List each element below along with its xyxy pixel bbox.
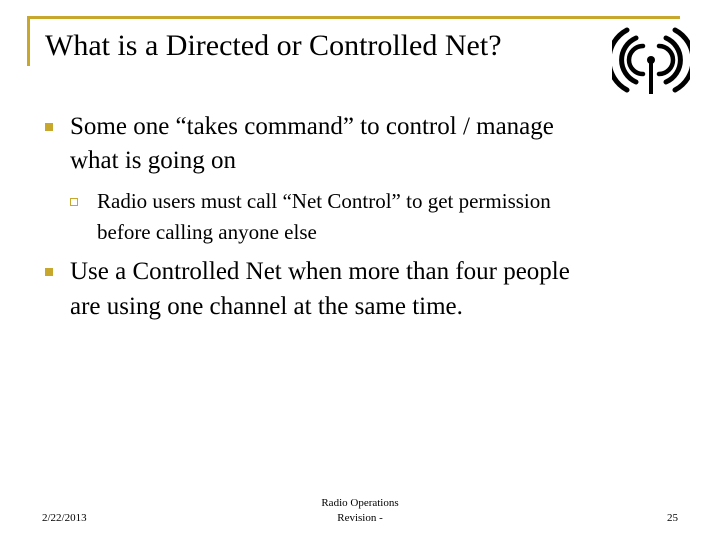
- footer-center-line-2: Revision -: [337, 512, 383, 524]
- footer-date: 2/22/2013: [42, 512, 87, 524]
- radio-broadcast-icon: [612, 24, 690, 96]
- bullet-1-line-2: what is going on: [70, 147, 236, 174]
- bullet-2-line-2: are using one channel at the same time.: [70, 293, 463, 320]
- square-bullet-icon: [45, 268, 53, 276]
- footer-center-line-1: Radio Operations: [321, 497, 399, 509]
- square-bullet-icon: [45, 123, 53, 131]
- sub-bullet-1-line-1: Radio users must call “Net Control” to get permission: [97, 189, 551, 213]
- sub-bullet-1-line-2: before calling anyone else: [97, 220, 317, 244]
- bullet-1-line-1: Some one “takes command” to control / manage: [70, 113, 554, 140]
- title-frame-top-rule: [27, 16, 680, 19]
- title-frame-left-rule: [27, 16, 30, 66]
- footer-page-number: 25: [667, 512, 678, 524]
- footer-center-text: [300, 496, 420, 526]
- hollow-square-bullet-icon: [70, 198, 78, 206]
- slide-title: What is a Directed or Controlled Net?: [45, 29, 502, 62]
- bullet-2-line-1: Use a Controlled Net when more than four people: [70, 258, 570, 285]
